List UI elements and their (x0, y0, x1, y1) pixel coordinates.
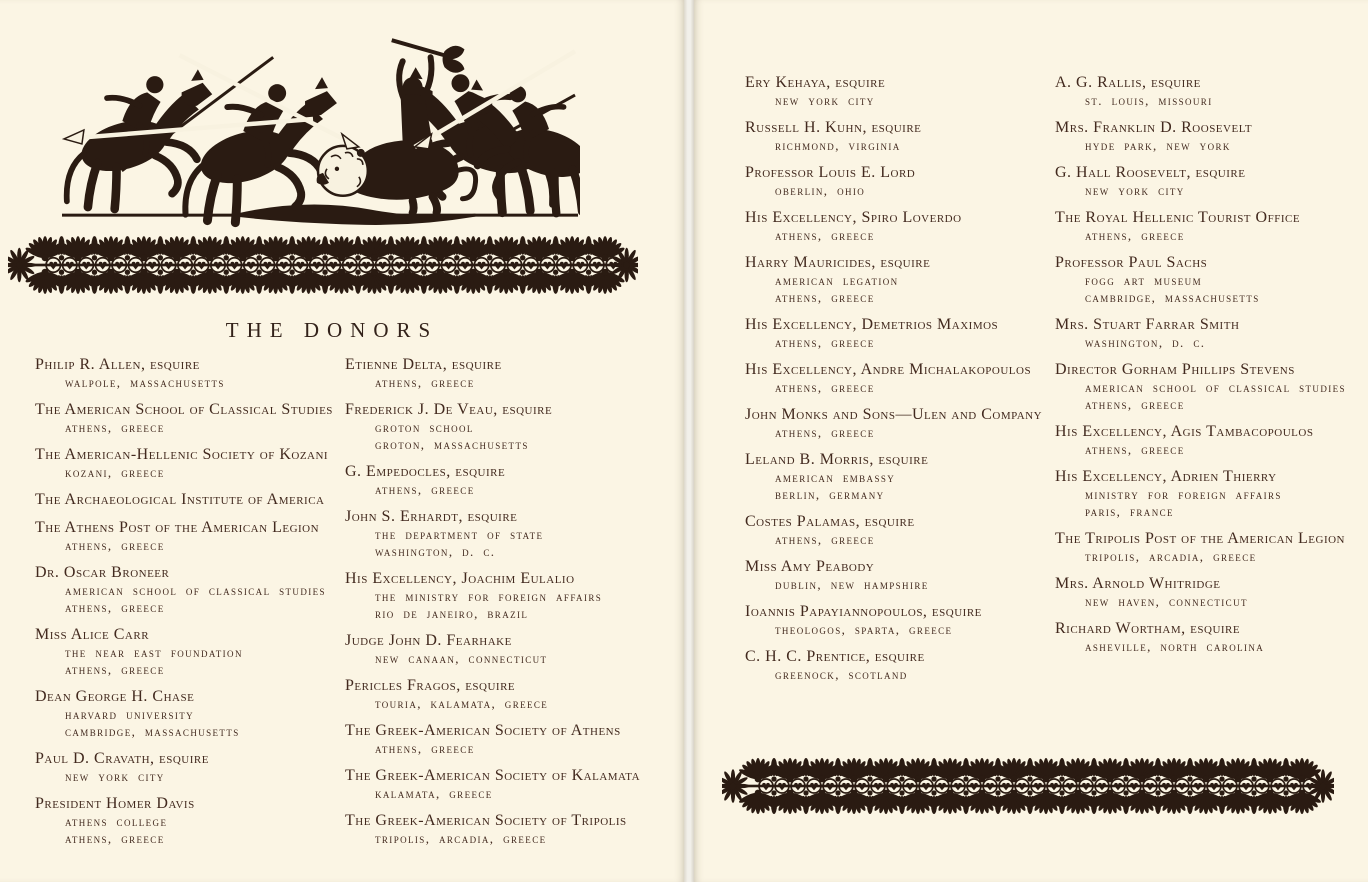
donor-entry (1055, 575, 1363, 610)
donor-detail: athens, greece (775, 532, 875, 547)
donor-entry (345, 570, 653, 622)
donor-name: Professor Paul Sachs (1055, 254, 1208, 271)
palmette-border-left-page (8, 231, 638, 299)
donor-detail: cambridge, massachusetts (65, 724, 240, 739)
donor-name: Ery Kehaya, esquire (745, 74, 886, 91)
donor-detail: fogg art museum (1085, 273, 1202, 288)
donor-name: Etienne Delta, esquire (345, 356, 502, 373)
donor-entry (35, 401, 343, 436)
donor-detail: touria, kalamata, greece (375, 696, 549, 711)
donor-detail: the near east foundation (65, 645, 243, 660)
donor-detail: athens, greece (375, 741, 475, 756)
donor-entry (1055, 530, 1363, 565)
donor-name: The Greek-American Society of Athens (345, 722, 621, 739)
donor-detail: athens, greece (775, 290, 875, 305)
lion-hunt-illustration (62, 20, 580, 230)
donor-name: His Excellency, Joachim Eulalio (345, 570, 575, 587)
donor-detail: athens, greece (375, 375, 475, 390)
donor-name: Miss Alice Carr (35, 626, 150, 643)
donor-entry (745, 513, 1053, 548)
donor-name: Professor Louis E. Lord (745, 164, 916, 181)
donor-entry (1055, 468, 1363, 520)
donor-detail: tripolis, arcadia, greece (1085, 549, 1257, 564)
donor-name: Miss Amy Peabody (745, 558, 875, 575)
donor-column (35, 356, 343, 857)
donor-entry (1055, 423, 1363, 458)
donor-detail: athens, greece (65, 600, 165, 615)
donor-entry (35, 564, 343, 616)
donor-name: A. G. Rallis, esquire (1055, 74, 1201, 91)
donor-name: His Excellency, Agis Tambacopoulos (1055, 423, 1314, 440)
donor-entry (35, 519, 343, 554)
donor-detail: walpole, massachusetts (65, 375, 225, 390)
donor-name: John S. Erhardt, esquire (345, 508, 518, 525)
donor-detail: washington, d. c. (1085, 335, 1206, 350)
donor-name: Paul D. Cravath, esquire (35, 750, 209, 767)
donor-detail: dublin, new hampshire (775, 577, 929, 592)
donor-name: Leland B. Morris, esquire (745, 451, 929, 468)
donor-detail: kalamata, greece (375, 786, 493, 801)
donor-name: Dr. Oscar Broneer (35, 564, 170, 581)
donor-detail: athens college (65, 814, 168, 829)
donor-entry (1055, 209, 1363, 244)
donor-name: Dean George H. Chase (35, 688, 195, 705)
donor-name: Harry Mauricides, esquire (745, 254, 931, 271)
donor-entry (745, 74, 1053, 109)
donor-detail: athens, greece (1085, 397, 1185, 412)
donor-entry (745, 119, 1053, 154)
donor-entry (345, 632, 653, 667)
donor-name: The Greek-American Society of Kalamata (345, 767, 641, 784)
donor-name: G. Empedocles, esquire (345, 463, 506, 480)
donor-detail: new york city (65, 769, 165, 784)
donor-entry (35, 688, 343, 740)
donor-name: His Excellency, Demetrios Maximos (745, 316, 999, 333)
donor-name: Costes Palamas, esquire (745, 513, 915, 530)
donor-entry (745, 406, 1053, 441)
donor-detail: athens, greece (65, 420, 165, 435)
donor-name: Ioannis Papayiannopoulos, esquire (745, 603, 982, 620)
donor-name: The American-Hellenic Society of Kozani (35, 446, 329, 463)
donor-detail: rio de janeiro, brazil (375, 606, 529, 621)
donor-name: Mrs. Franklin D. Roosevelt (1055, 119, 1253, 136)
page-title: THE DONORS (225, 318, 439, 342)
donor-detail: hyde park, new york (1085, 138, 1231, 153)
donor-detail: american legation (775, 273, 899, 288)
donor-detail: paris, france (1085, 504, 1174, 519)
donor-entry (35, 795, 343, 847)
donor-entry (745, 648, 1053, 683)
donor-detail: theologos, sparta, greece (775, 622, 953, 637)
donor-name: Director Gorham Phillips Stevens (1055, 361, 1295, 378)
donor-entry (345, 722, 653, 757)
donor-detail: berlin, germany (775, 487, 885, 502)
donor-entry (345, 677, 653, 712)
donor-detail: st. louis, missouri (1085, 93, 1213, 108)
donor-name: Mrs. Arnold Whitridge (1055, 575, 1221, 592)
donor-detail: new york city (775, 93, 875, 108)
palmette-border-right-page (722, 753, 1334, 819)
donor-entry (35, 446, 343, 481)
donor-entry (1055, 119, 1363, 154)
donor-name: G. Hall Roosevelt, esquire (1055, 164, 1246, 181)
donor-detail: athens, greece (775, 380, 875, 395)
donor-detail: richmond, virginia (775, 138, 901, 153)
donor-name: His Excellency, Spiro Loverdo (745, 209, 962, 226)
donor-entry (1055, 164, 1363, 199)
donor-entry (345, 401, 653, 453)
donor-name: The Greek-American Society of Tripolis (345, 812, 627, 829)
page-right (694, 0, 1368, 882)
donor-name: John Monks and Sons—Ulen and Company (745, 406, 1043, 423)
donor-entry (1055, 316, 1363, 351)
donor-column (1055, 74, 1363, 665)
donor-entry (35, 750, 343, 785)
donor-name: Mrs. Stuart Farrar Smith (1055, 316, 1240, 333)
donor-name: The Athens Post of the American Legion (35, 519, 320, 536)
donor-name: Richard Wortham, esquire (1055, 620, 1241, 637)
donor-detail: american school of classical studies (65, 583, 326, 598)
donor-name: The Royal Hellenic Tourist Office (1055, 209, 1301, 226)
donor-entry (1055, 74, 1363, 109)
donor-detail: ministry for foreign affairs (1085, 487, 1282, 502)
donor-entry (745, 209, 1053, 244)
donor-detail: athens, greece (65, 538, 165, 553)
donor-detail: athens, greece (1085, 442, 1185, 457)
donor-name: Russell H. Kuhn, esquire (745, 119, 922, 136)
donor-detail: new canaan, connecticut (375, 651, 548, 666)
donor-entry (1055, 254, 1363, 306)
donor-name: The American School of Classical Studies (35, 401, 333, 418)
donor-name: Frederick J. De Veau, esquire (345, 401, 553, 418)
donor-entry (345, 356, 653, 391)
donor-detail: the department of state (375, 527, 544, 542)
donor-detail: new haven, connecticut (1085, 594, 1248, 609)
donor-entry (745, 254, 1053, 306)
donor-detail: athens, greece (775, 228, 875, 243)
donor-entry (345, 508, 653, 560)
donor-detail: american school of classical studies (1085, 380, 1346, 395)
donor-detail: oberlin, ohio (775, 183, 866, 198)
donor-name: President Homer Davis (35, 795, 195, 812)
donor-entry (745, 558, 1053, 593)
donor-detail: greenock, scotland (775, 667, 908, 682)
page-gutter (684, 0, 694, 882)
donor-name: Pericles Fragos, esquire (345, 677, 516, 694)
donor-column (345, 356, 653, 857)
donor-name: Philip R. Allen, esquire (35, 356, 200, 373)
donor-entry (745, 451, 1053, 503)
donor-entry (745, 164, 1053, 199)
donor-detail: athens, greece (65, 662, 165, 677)
donor-entry (345, 812, 653, 847)
donor-detail: athens, greece (65, 831, 165, 846)
donor-entry (35, 356, 343, 391)
donor-detail: athens, greece (375, 482, 475, 497)
donor-name: C. H. C. Prentice, esquire (745, 648, 925, 665)
donor-detail: athens, greece (775, 335, 875, 350)
donor-detail: washington, d. c. (375, 544, 496, 559)
donor-entry (35, 491, 343, 509)
donor-entry (345, 463, 653, 498)
donor-detail: harvard university (65, 707, 195, 722)
donor-detail: tripolis, arcadia, greece (375, 831, 547, 846)
donor-entry (745, 316, 1053, 351)
donor-entry (35, 626, 343, 678)
donor-name: The Archaeological Institute of America (35, 491, 325, 508)
donor-name: His Excellency, Andre Michalakopoulos (745, 361, 1032, 378)
donor-entry (1055, 620, 1363, 655)
donor-name: His Excellency, Adrien Thierry (1055, 468, 1277, 485)
donor-name: Judge John D. Fearhake (345, 632, 512, 649)
donor-detail: kozani, greece (65, 465, 165, 480)
donor-detail: american embassy (775, 470, 896, 485)
donor-detail: groton school (375, 420, 474, 435)
donor-entry (745, 361, 1053, 396)
donor-detail: athens, greece (775, 425, 875, 440)
donor-column (745, 74, 1053, 693)
donor-entry (1055, 361, 1363, 413)
donor-detail: groton, massachusetts (375, 437, 529, 452)
donor-detail: asheville, north carolina (1085, 639, 1265, 654)
donor-detail: the ministry for foreign affairs (375, 589, 603, 604)
donor-detail: athens, greece (1085, 228, 1185, 243)
donor-entry (745, 603, 1053, 638)
donor-entry (345, 767, 653, 802)
donor-name: The Tripolis Post of the American Legion (1055, 530, 1345, 547)
donor-detail: cambridge, massachusetts (1085, 290, 1260, 305)
donor-detail: new york city (1085, 183, 1185, 198)
